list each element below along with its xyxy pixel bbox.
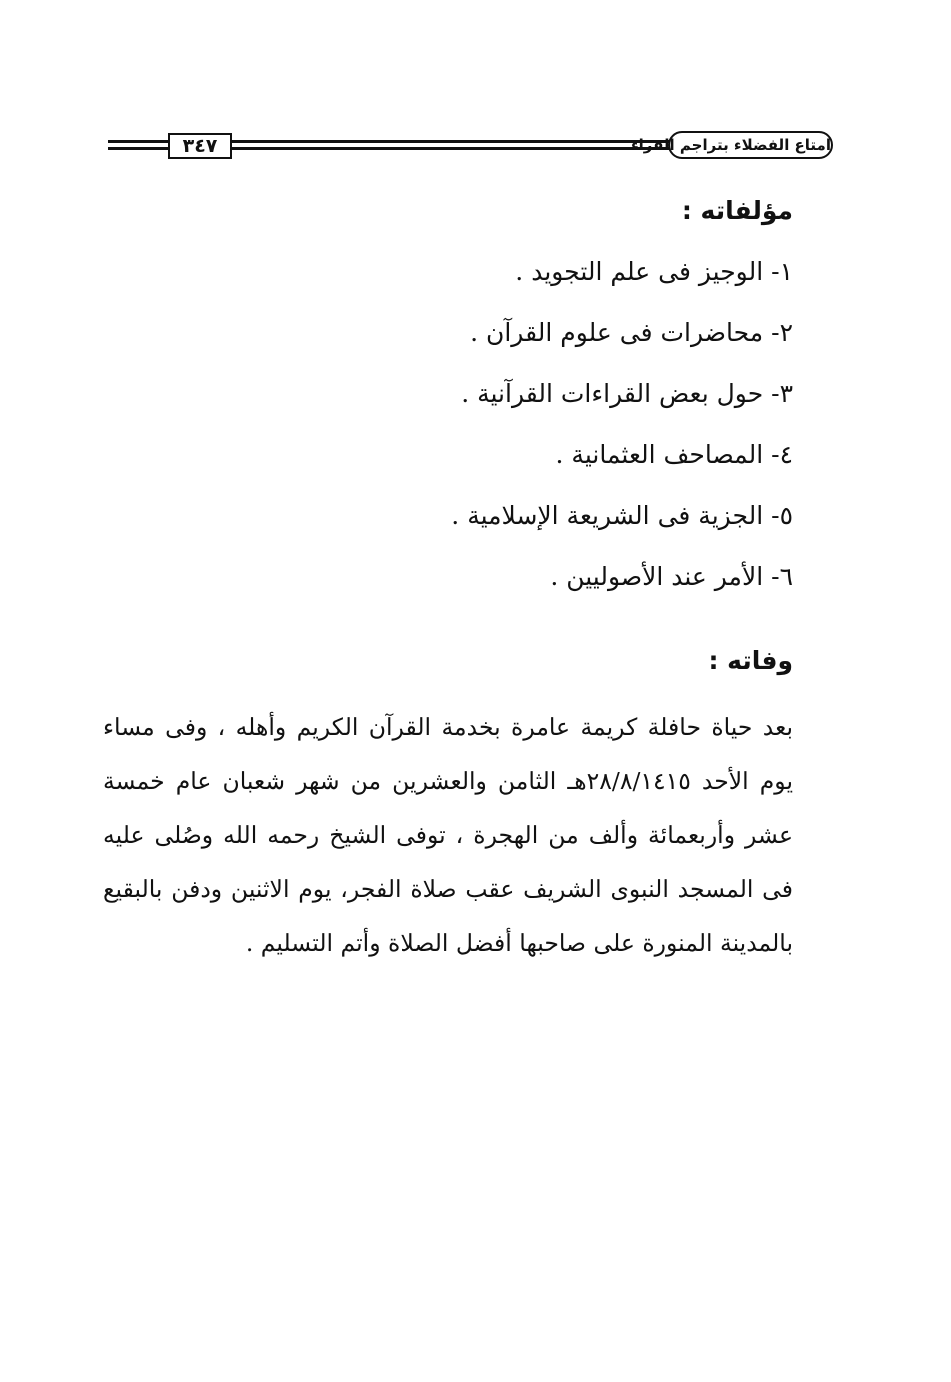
list-item: ٦- الأمر عند الأصوليين .	[550, 562, 793, 591]
list-item: ٤- المصاحف العثمانية .	[555, 440, 793, 469]
list-item: ٥- الجزية فى الشريعة الإسلامية .	[451, 501, 793, 530]
list-item: ٢- محاضرات فى علوم القرآن .	[470, 318, 793, 347]
list-item: ١- الوجيز فى علم التجويد .	[515, 257, 793, 286]
works-list	[451, 252, 793, 618]
page-body	[103, 0, 793, 1382]
page-number: ٣٤٧	[168, 133, 232, 159]
book-title: امتاع الفضلاء بتراجم القراء	[668, 131, 833, 159]
death-heading: وفاته :	[708, 646, 793, 675]
works-heading: مؤلفاته :	[681, 196, 793, 225]
list-item: ٣- حول بعض القراءات القرآنية .	[461, 379, 793, 408]
death-paragraph: بعد حياة حافلة كريمة عامرة بخدمة القرآن الكريم وأهله ، وفى مساء يوم الأحد ٢٨/٨/١٤١٥هـ الثامن والعشرين من شهر شعبان عام خمسة عشر وأربعمائة وألف من الهجرة ، توفى الشيخ رحمه الله وصُلى عليه فى المسجد النبوى الشريف عقب صلاة الفجر، يوم الاثنين ودفن بالبقيع بالمدينة المنورة على صاحبها أفضل الصلاة وأتم التسليم .	[103, 713, 793, 957]
